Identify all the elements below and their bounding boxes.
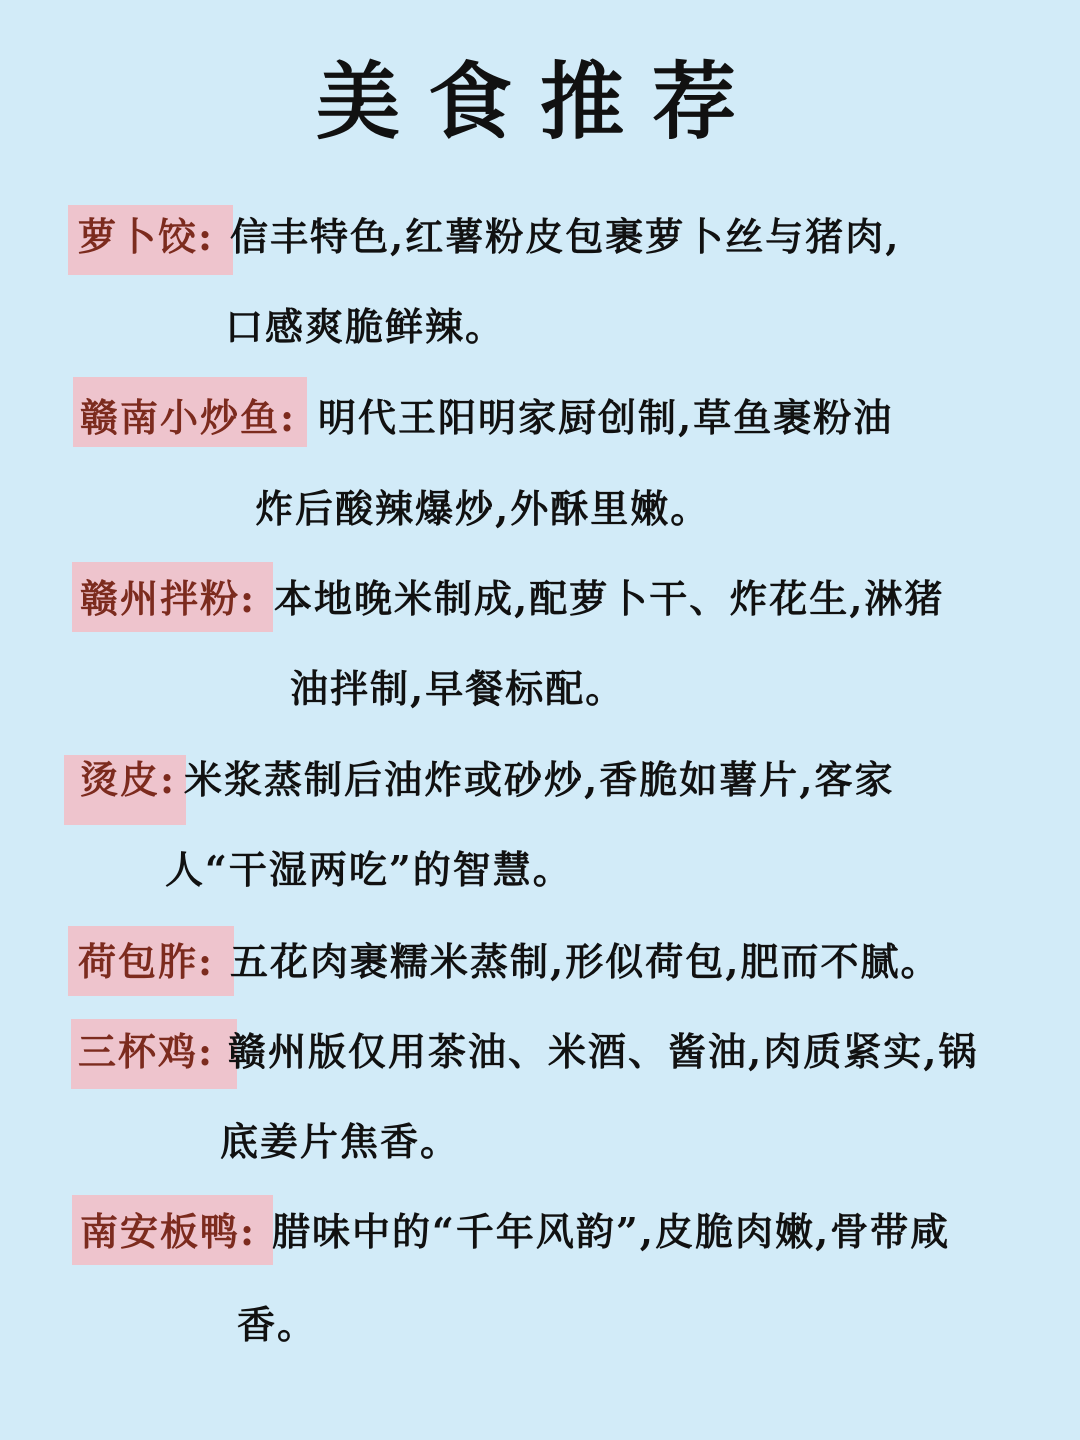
item-1-description-line-1: 信丰特色,红薯粉皮包裹萝卜丝与猪肉, (230, 214, 901, 259)
item-4-name: 烫皮: (80, 757, 177, 802)
item-6-description-line-2: 底姜片焦香。 (220, 1119, 461, 1164)
item-4-description-line-2: 人“干湿两吃”的智慧。 (165, 847, 573, 892)
item-3-description-line-1: 本地晚米制成,配萝卜干、炸花生,淋猪 (274, 576, 945, 621)
item-1-name: 萝卜饺: (78, 214, 215, 259)
item-2-description-line-2: 炸后酸辣爆炒,外酥里嫩。 (255, 486, 711, 531)
item-6-description-line-1: 赣州版仅用茶油、米酒、酱油,肉质紧实,锅 (228, 1029, 979, 1074)
item-5-name: 荷包胙: (78, 939, 215, 984)
item-2-name: 赣南小炒鱼: (80, 395, 297, 440)
item-3-name: 赣州拌粉: (80, 576, 257, 621)
item-7-name: 南安板鸭: (80, 1209, 257, 1254)
item-7-description-line-1: 腊味中的“千年风韵”,皮脆肉嫩,骨带咸 (272, 1209, 951, 1254)
item-1-description-line-2: 口感爽脆鲜辣。 (225, 304, 506, 349)
item-4-description-line-1: 米浆蒸制后油炸或砂炒,香脆如薯片,客家 (184, 757, 895, 802)
item-5-description-line-1: 五花肉裹糯米蒸制,形似荷包,肥而不腻。 (230, 939, 941, 984)
item-7-description-line-2: 香。 (237, 1302, 318, 1347)
page-title: 美食推荐 (315, 52, 764, 151)
item-3-description-line-2: 油拌制,早餐标配。 (290, 666, 626, 711)
item-2-description-line-1: 明代王阳明家厨创制,草鱼裹粉油 (318, 395, 894, 440)
item-6-name: 三杯鸡: (78, 1029, 215, 1074)
